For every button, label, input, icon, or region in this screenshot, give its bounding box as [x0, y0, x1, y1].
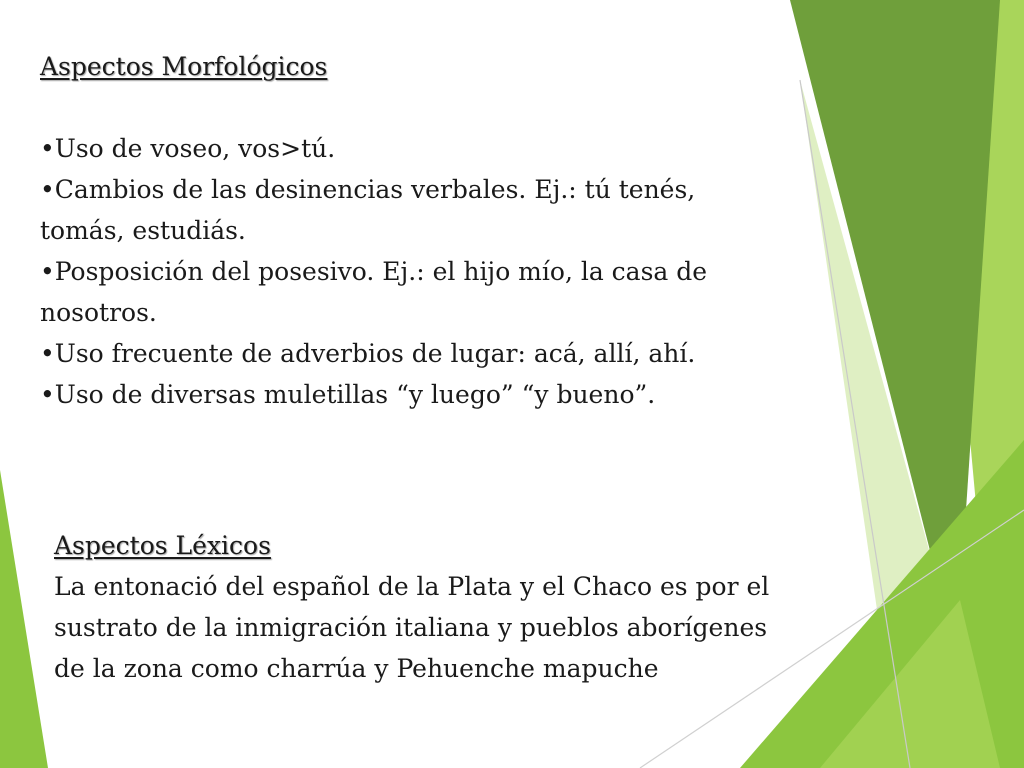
morphology-heading: Aspectos Morfológicos: [40, 52, 328, 81]
lexicon-paragraph: La entonació del español de la Plata y el Chaco es por el sustrato de la inmigración italiana y pueblos aborígenes de la zona como charrúa y Pehuenche mapuche: [54, 572, 770, 683]
bullet-item: •Uso frecuente de adverbios de lugar: acá, allí, ahí.: [40, 339, 696, 368]
bullet-item: •Uso de diversas muletillas “y luego” “y bueno”.: [40, 380, 656, 409]
lexicon-section: [54, 525, 794, 689]
bullet-item: •Posposición del posesivo. Ej.: el hijo mío, la casa de nosotros.: [40, 257, 708, 327]
morphology-section: [40, 46, 780, 415]
spacer: [40, 87, 780, 128]
bullet-item: •Cambios de las desinencias verbales. Ej.: tú tenés, tomás, estudiás.: [40, 175, 696, 245]
bullet-item: •Uso de voseo, vos>tú.: [40, 134, 336, 163]
deco-shape-left: [0, 470, 48, 768]
lexicon-heading: Aspectos Léxicos: [54, 531, 271, 560]
